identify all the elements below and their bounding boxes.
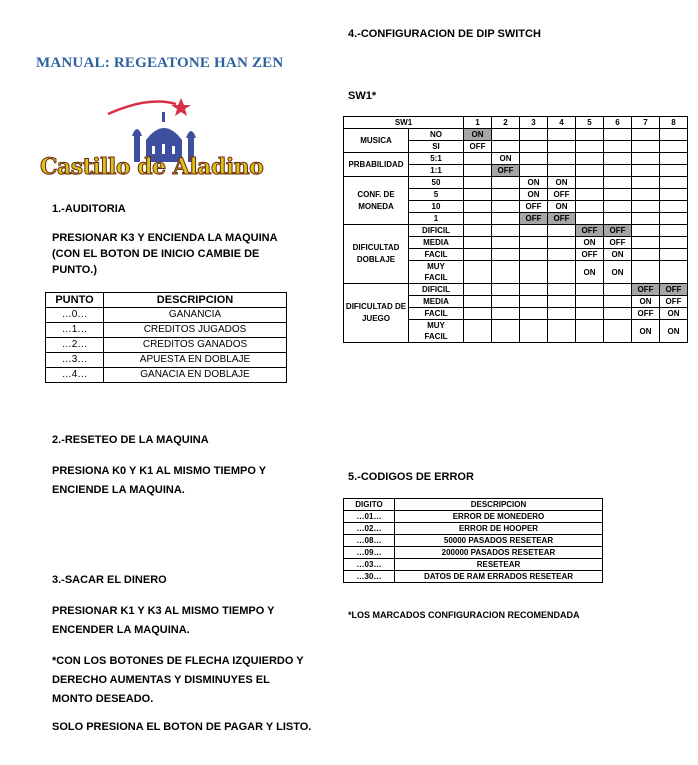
dip-switch-table bbox=[343, 116, 688, 343]
dip-switch-cell: OFF bbox=[576, 225, 604, 237]
dip-switch-cell bbox=[576, 141, 604, 153]
dip-header-sw: SW1 bbox=[344, 117, 464, 129]
section-error-heading: 5.-CODIGOS DE ERROR bbox=[348, 471, 474, 483]
cell: …02… bbox=[344, 523, 395, 535]
dip-switch-cell bbox=[576, 153, 604, 165]
dip-switch-cell: ON bbox=[520, 177, 548, 189]
dip-switch-cell: OFF bbox=[520, 201, 548, 213]
dip-switch-cell: ON bbox=[604, 261, 632, 284]
dip-header-switch: 1 bbox=[464, 117, 492, 129]
dip-switch-cell bbox=[576, 284, 604, 296]
dip-switch-cell bbox=[520, 165, 548, 177]
text-line: PUNTO.) bbox=[52, 264, 98, 276]
dip-switch-cell: ON bbox=[548, 177, 576, 189]
page-title: MANUAL: REGEATONE HAN ZEN bbox=[36, 55, 284, 71]
table-row bbox=[344, 547, 603, 559]
dip-switch-cell bbox=[464, 284, 492, 296]
section-sacar-final: SOLO PRESIONA EL BOTON DE PAGAR Y LISTO. bbox=[52, 721, 312, 733]
dip-switch-cell: ON bbox=[520, 189, 548, 201]
logo-text: Castillo de Aladino bbox=[40, 154, 264, 180]
dip-switch-cell bbox=[660, 249, 688, 261]
dip-switch-cell bbox=[604, 201, 632, 213]
dip-switch-cell bbox=[492, 129, 520, 141]
table-row bbox=[46, 323, 287, 338]
dip-switch-cell bbox=[604, 129, 632, 141]
dip-switch-cell bbox=[660, 129, 688, 141]
dip-switch-cell bbox=[464, 296, 492, 308]
castillo-logo bbox=[38, 96, 300, 188]
col-header-descripcion: DESCRIPCION bbox=[395, 499, 603, 511]
dip-switch-cell bbox=[604, 213, 632, 225]
cell: …09… bbox=[344, 547, 395, 559]
dip-switch-cell bbox=[632, 189, 660, 201]
cell: GANACIA EN DOBLAJE bbox=[104, 368, 287, 383]
dip-switch-cell bbox=[492, 296, 520, 308]
dip-switch-cell bbox=[632, 177, 660, 189]
dip-option-label: 5 bbox=[409, 189, 464, 201]
cell: …3… bbox=[46, 353, 104, 368]
dip-switch-cell: ON bbox=[632, 320, 660, 343]
table-row bbox=[344, 523, 603, 535]
dip-option-label: DIFICIL bbox=[409, 225, 464, 237]
cell: APUESTA EN DOBLAJE bbox=[104, 353, 287, 368]
dip-switch-cell bbox=[520, 261, 548, 284]
dip-switch-cell bbox=[632, 213, 660, 225]
dip-header-row bbox=[344, 117, 688, 129]
dip-row bbox=[344, 153, 688, 165]
dip-switch-cell bbox=[660, 189, 688, 201]
dip-option-label: 5:1 bbox=[409, 153, 464, 165]
dip-switch-cell: OFF bbox=[632, 308, 660, 320]
dip-switch-cell bbox=[604, 320, 632, 343]
dip-switch-cell bbox=[548, 261, 576, 284]
dip-switch-cell bbox=[520, 129, 548, 141]
dip-switch-cell bbox=[632, 225, 660, 237]
table-row bbox=[344, 511, 603, 523]
dip-switch-cell bbox=[660, 213, 688, 225]
dip-switch-cell bbox=[464, 201, 492, 213]
dip-switch-cell bbox=[660, 177, 688, 189]
dip-switch-cell bbox=[632, 201, 660, 213]
dip-switch-cell bbox=[464, 213, 492, 225]
dip-switch-cell: OFF bbox=[464, 141, 492, 153]
text-line: PRESIONA K0 Y K1 AL MISMO TIEMPO Y bbox=[52, 465, 267, 477]
dip-option-label: NO bbox=[409, 129, 464, 141]
dip-option-label: 1 bbox=[409, 213, 464, 225]
dip-switch-cell bbox=[492, 177, 520, 189]
dip-switch-cell: OFF bbox=[604, 225, 632, 237]
dip-switch-cell bbox=[604, 189, 632, 201]
text-line: DERECHO AUMENTAS Y DISMINUYES EL bbox=[52, 674, 270, 686]
dip-option-label: 1:1 bbox=[409, 165, 464, 177]
dip-switch-cell bbox=[548, 296, 576, 308]
dip-switch-cell bbox=[632, 261, 660, 284]
dip-switch-cell bbox=[464, 308, 492, 320]
dip-switch-cell bbox=[520, 308, 548, 320]
dip-group-label: CONF. DE MONEDA bbox=[344, 177, 409, 225]
dip-switch-cell bbox=[548, 308, 576, 320]
dip-switch-cell bbox=[464, 153, 492, 165]
text-line: PRESIONAR K3 Y ENCIENDA LA MAQUINA bbox=[52, 232, 278, 244]
text-line: ENCIENDE LA MAQUINA. bbox=[52, 484, 185, 496]
dip-header-switch: 2 bbox=[492, 117, 520, 129]
dip-switch-cell bbox=[604, 141, 632, 153]
text-line: ENCENDER LA MAQUINA. bbox=[52, 624, 190, 636]
dip-switch-cell bbox=[604, 284, 632, 296]
dip-switch-cell bbox=[632, 249, 660, 261]
dip-switch-cell bbox=[520, 296, 548, 308]
dip-switch-cell bbox=[576, 308, 604, 320]
dip-switch-cell bbox=[660, 225, 688, 237]
dip-switch-cell bbox=[520, 153, 548, 165]
dip-option-label: SI bbox=[409, 141, 464, 153]
dip-switch-cell: ON bbox=[660, 320, 688, 343]
dip-option-label: MEDIA bbox=[409, 296, 464, 308]
section-auditoria-heading: 1.-AUDITORIA bbox=[52, 203, 126, 215]
dip-row bbox=[344, 129, 688, 141]
table-row bbox=[46, 338, 287, 353]
section-sacar-note bbox=[52, 652, 342, 709]
dip-header-switch: 7 bbox=[632, 117, 660, 129]
text-line: (CON EL BOTON DE INICIO CAMBIE DE bbox=[52, 248, 260, 260]
dip-switch-cell bbox=[660, 201, 688, 213]
dip-switch-cell bbox=[660, 165, 688, 177]
text-line: MONTO DESEADO. bbox=[52, 693, 154, 705]
dip-switch-cell bbox=[464, 225, 492, 237]
dip-switch-cell bbox=[548, 320, 576, 343]
cell: 200000 PASADOS RESETEAR bbox=[395, 547, 603, 559]
sw1-label: SW1* bbox=[348, 90, 377, 102]
dip-switch-cell: ON bbox=[492, 153, 520, 165]
dip-row bbox=[344, 225, 688, 237]
dip-switch-cell: OFF bbox=[660, 296, 688, 308]
dip-switch-cell bbox=[548, 153, 576, 165]
cell: RESETEAR bbox=[395, 559, 603, 571]
dip-switch-cell: ON bbox=[576, 261, 604, 284]
dip-switch-cell bbox=[604, 296, 632, 308]
dip-switch-cell bbox=[548, 249, 576, 261]
dip-switch-cell bbox=[492, 201, 520, 213]
dip-switch-cell bbox=[548, 129, 576, 141]
dip-switch-cell bbox=[548, 225, 576, 237]
dip-switch-cell bbox=[576, 189, 604, 201]
dip-switch-cell bbox=[464, 320, 492, 343]
dip-switch-cell bbox=[548, 165, 576, 177]
dip-switch-cell bbox=[632, 237, 660, 249]
dip-switch-cell bbox=[520, 225, 548, 237]
dip-switch-cell: ON bbox=[660, 308, 688, 320]
section-sacar-heading: 3.-SACAR EL DINERO bbox=[52, 574, 167, 586]
dip-group-label: MUSICA bbox=[344, 129, 409, 153]
dip-header-switch: 8 bbox=[660, 117, 688, 129]
text-line: PRESIONAR K1 Y K3 AL MISMO TIEMPO Y bbox=[52, 605, 275, 617]
dip-switch-cell bbox=[604, 153, 632, 165]
dip-row bbox=[344, 177, 688, 189]
table-row bbox=[46, 308, 287, 323]
dip-switch-cell: OFF bbox=[520, 213, 548, 225]
dip-switch-cell bbox=[660, 237, 688, 249]
dip-switch-cell: OFF bbox=[548, 189, 576, 201]
dip-switch-cell: ON bbox=[604, 249, 632, 261]
dip-header-switch: 4 bbox=[548, 117, 576, 129]
col-header-descripcion: DESCRIPCION bbox=[104, 293, 287, 308]
dip-switch-cell: OFF bbox=[548, 213, 576, 225]
cell: …1… bbox=[46, 323, 104, 338]
table-row bbox=[344, 559, 603, 571]
dip-switch-cell bbox=[520, 249, 548, 261]
dip-switch-cell: OFF bbox=[660, 284, 688, 296]
dip-switch-cell bbox=[604, 177, 632, 189]
dip-switch-cell bbox=[576, 129, 604, 141]
dip-option-label: MEDIA bbox=[409, 237, 464, 249]
dip-option-label: 50 bbox=[409, 177, 464, 189]
cell: …4… bbox=[46, 368, 104, 383]
col-header-digito: DIGITO bbox=[344, 499, 395, 511]
dip-option-label: DIFICIL bbox=[409, 284, 464, 296]
dip-switch-cell bbox=[520, 141, 548, 153]
dip-switch-cell bbox=[492, 237, 520, 249]
dip-switch-cell bbox=[548, 284, 576, 296]
dip-switch-cell bbox=[464, 177, 492, 189]
dip-switch-cell bbox=[520, 284, 548, 296]
dip-switch-cell bbox=[492, 141, 520, 153]
dip-switch-cell bbox=[520, 320, 548, 343]
dip-switch-cell bbox=[464, 249, 492, 261]
dip-group-label: PRBABILIDAD bbox=[344, 153, 409, 177]
table-row bbox=[46, 353, 287, 368]
dip-switch-cell bbox=[464, 189, 492, 201]
dip-switch-cell: ON bbox=[576, 237, 604, 249]
table-row bbox=[344, 535, 603, 547]
dip-switch-cell bbox=[492, 284, 520, 296]
dip-switch-cell bbox=[632, 141, 660, 153]
dip-switch-cell bbox=[492, 189, 520, 201]
cell: CREDITOS JUGADOS bbox=[104, 323, 287, 338]
cell: GANANCIA bbox=[104, 308, 287, 323]
dip-switch-cell bbox=[576, 165, 604, 177]
section-reseteo-text bbox=[52, 462, 322, 500]
dip-header-switch: 5 bbox=[576, 117, 604, 129]
cell: …30… bbox=[344, 571, 395, 583]
dip-option-label: MUY FACIL bbox=[409, 261, 464, 284]
dip-switch-cell bbox=[548, 237, 576, 249]
dip-switch-cell bbox=[604, 308, 632, 320]
dip-switch-cell: ON bbox=[464, 129, 492, 141]
table-row bbox=[46, 368, 287, 383]
cell: ERROR DE MONEDERO bbox=[395, 511, 603, 523]
dip-switch-cell bbox=[464, 165, 492, 177]
dip-switch-cell bbox=[492, 213, 520, 225]
dip-option-label: 10 bbox=[409, 201, 464, 213]
dip-option-label: FACIL bbox=[409, 308, 464, 320]
section-dip-heading: 4.-CONFIGURACION DE DIP SWITCH bbox=[348, 28, 541, 40]
dip-option-label: MUY FACIL bbox=[409, 320, 464, 343]
text-line: *CON LOS BOTONES DE FLECHA IZQUIERDO Y bbox=[52, 655, 304, 667]
dip-header-switch: 3 bbox=[520, 117, 548, 129]
dip-switch-cell bbox=[632, 129, 660, 141]
cell: …01… bbox=[344, 511, 395, 523]
dip-switch-cell bbox=[660, 141, 688, 153]
dip-switch-cell bbox=[632, 165, 660, 177]
dip-group-label: DIFICULTAD DOBLAJE bbox=[344, 225, 409, 284]
dip-switch-cell bbox=[576, 201, 604, 213]
dip-switch-cell bbox=[464, 237, 492, 249]
dip-row bbox=[344, 284, 688, 296]
dip-switch-cell: ON bbox=[632, 296, 660, 308]
dip-switch-cell: OFF bbox=[492, 165, 520, 177]
dip-switch-cell bbox=[548, 141, 576, 153]
dip-option-label: FACIL bbox=[409, 249, 464, 261]
col-header-punto: PUNTO bbox=[46, 293, 104, 308]
section-auditoria-text bbox=[52, 230, 312, 278]
cell: DATOS DE RAM ERRADOS RESETEAR bbox=[395, 571, 603, 583]
dip-header-switch: 6 bbox=[604, 117, 632, 129]
dip-switch-cell: OFF bbox=[604, 237, 632, 249]
dip-switch-cell bbox=[464, 261, 492, 284]
cell: …08… bbox=[344, 535, 395, 547]
dip-switch-cell bbox=[604, 165, 632, 177]
cell: CREDITOS GANADOS bbox=[104, 338, 287, 353]
table-row bbox=[344, 571, 603, 583]
dip-switch-cell: OFF bbox=[576, 249, 604, 261]
dip-switch-cell bbox=[576, 213, 604, 225]
dip-switch-cell bbox=[632, 153, 660, 165]
cell: …03… bbox=[344, 559, 395, 571]
dip-switch-cell: ON bbox=[548, 201, 576, 213]
dip-switch-cell bbox=[492, 261, 520, 284]
dip-switch-cell bbox=[660, 153, 688, 165]
dip-switch-cell: OFF bbox=[632, 284, 660, 296]
dip-switch-cell bbox=[492, 249, 520, 261]
dip-group-label: DIFICULTAD DE JUEGO bbox=[344, 284, 409, 343]
dip-switch-cell bbox=[492, 320, 520, 343]
dip-switch-cell bbox=[492, 308, 520, 320]
error-codes-table bbox=[343, 498, 603, 583]
section-sacar-text bbox=[52, 602, 332, 640]
dip-switch-cell bbox=[576, 296, 604, 308]
dip-switch-cell bbox=[492, 225, 520, 237]
section-reseteo-heading: 2.-RESETEO DE LA MAQUINA bbox=[52, 434, 209, 446]
dip-switch-cell bbox=[660, 261, 688, 284]
cell: 50000 PASADOS RESETEAR bbox=[395, 535, 603, 547]
cell: …0… bbox=[46, 308, 104, 323]
dip-switch-cell bbox=[576, 177, 604, 189]
cell: …2… bbox=[46, 338, 104, 353]
cell: ERROR DE HOOPER bbox=[395, 523, 603, 535]
audit-table bbox=[45, 292, 287, 383]
dip-switch-cell bbox=[520, 237, 548, 249]
recommended-footnote: *LOS MARCADOS CONFIGURACION RECOMENDADA bbox=[348, 610, 580, 620]
dip-switch-cell bbox=[576, 320, 604, 343]
